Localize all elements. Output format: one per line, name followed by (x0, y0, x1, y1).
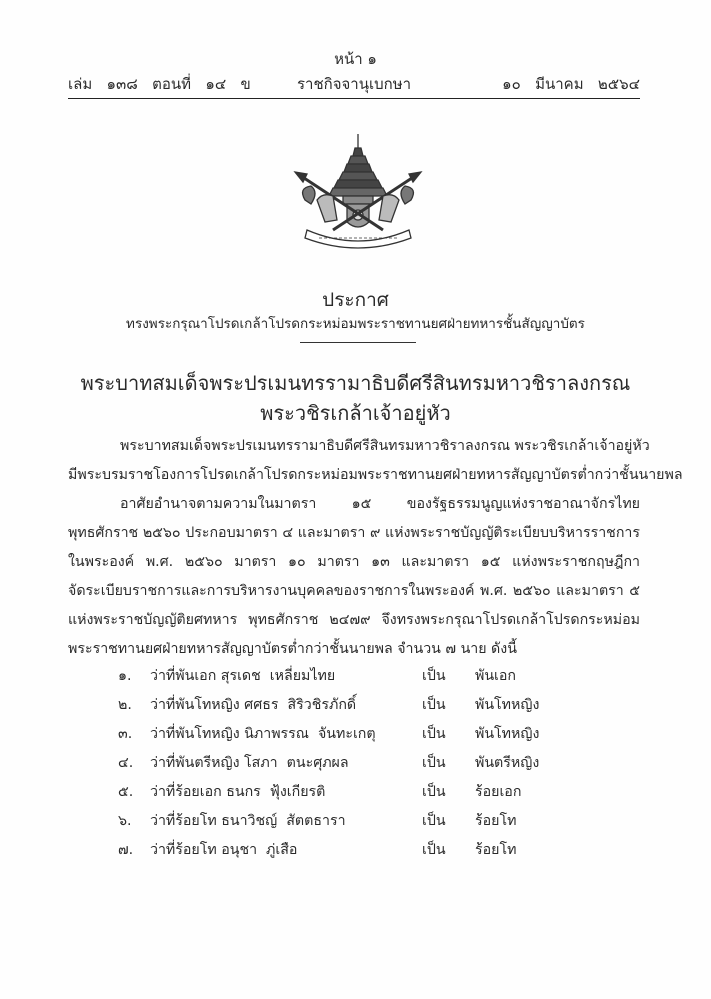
title-divider (300, 342, 416, 343)
royal-emblem-icon (283, 130, 433, 255)
paragraph-line: จัดระเบียบราชการและการบริหารงานบุคคลของราชการในพระองค์ พ.ศ. ๒๕๖๐ และมาตรา ๕ (68, 583, 640, 599)
item-number: ๕. (118, 784, 134, 800)
connector-word: เป็น (422, 813, 446, 829)
officer-name: ว่าที่ร้อยโท ธนาวิชญ์ สัตตธารา (150, 813, 346, 829)
new-rank: ร้อยโท (475, 813, 517, 829)
king-name (0, 368, 711, 428)
paragraph-legal-basis (68, 490, 640, 664)
connector-word: เป็น (422, 726, 446, 742)
publication-date: ๑๐ มีนาคม ๒๕๖๔ (502, 75, 640, 93)
volume-issue: เล่ม ๑๓๘ ตอนที่ ๑๔ ข (68, 75, 251, 93)
announcement-title: ประกาศ (322, 289, 389, 311)
list-item (118, 807, 638, 836)
new-rank: พันตรีหญิง (475, 755, 540, 771)
header-divider (68, 98, 640, 99)
officer-name: ว่าที่พันเอก สุรเดช เหลี่ยมไทย (150, 668, 336, 684)
new-rank: ร้อยเอก (475, 784, 522, 800)
connector-word: เป็น (422, 755, 446, 771)
officer-name: ว่าที่พันโทหญิง ศศธร สิริวชิรภักดิ์ (150, 697, 357, 713)
list-item (118, 662, 638, 691)
promotion-list (118, 662, 638, 865)
officer-name: ว่าที่ร้อยโท อนุชา ภู่เสือ (150, 842, 298, 858)
connector-word: เป็น (422, 668, 446, 684)
new-rank: พันโทหญิง (475, 726, 540, 742)
announcement-subtitle: ทรงพระกรุณาโปรดเกล้าโปรดกระหม่อมพระราชทานยศฝ่ายทหารชั้นสัญญาบัตร (126, 316, 585, 332)
gazette-name: ราชกิจจานุเบกษา (296, 75, 412, 93)
item-number: ๒. (118, 697, 132, 713)
new-rank: ร้อยโท (475, 842, 517, 858)
list-item (118, 720, 638, 749)
paragraph-line: พระบาทสมเด็จพระปรเมนทรรามาธิบดีศรีสินทรมหาวชิราลงกรณ พระวชิรเกล้าเจ้าอยู่หัว (120, 438, 650, 454)
item-number: ๗. (118, 842, 134, 858)
paragraph-line: แห่งพระราชบัญญัติยศทหาร พุทธศักราช ๒๔๗๙ จึงทรงพระกรุณาโปรดเกล้าโปรดกระหม่อม (68, 612, 640, 628)
new-rank: พันโทหญิง (475, 697, 540, 713)
item-number: ๓. (118, 726, 133, 742)
officer-name: ว่าที่พันโทหญิง นิภาพรรณ จันทะเกตุ (150, 726, 376, 742)
item-number: ๖. (118, 813, 132, 829)
gazette-header (68, 72, 640, 96)
paragraph-line: มีพระบรมราชโองการโปรดเกล้าโปรดกระหม่อมพระราชทานยศฝ่ายทหารสัญญาบัตรต่ำกว่าชั้นนายพล (68, 467, 683, 483)
list-item (118, 836, 638, 865)
paragraph-royal-command (68, 432, 683, 490)
paragraph-line: อาศัยอำนาจตามความในมาตรา ๑๕ ของรัฐธรรมนูญแห่งราชอาณาจักรไทย (120, 496, 640, 512)
page-number: หน้า ๑ (334, 50, 377, 68)
connector-word: เป็น (422, 697, 446, 713)
list-item (118, 778, 638, 807)
officer-name: ว่าที่พันตรีหญิง โสภา ตนะศุภผล (150, 755, 349, 771)
king-name-line-2: พระวชิรเกล้าเจ้าอยู่หัว (260, 401, 451, 425)
item-number: ๔. (118, 755, 134, 771)
king-name-line-1: พระบาทสมเด็จพระปรเมนทรรามาธิบดีศรีสินทรมหาวชิราลงกรณ (80, 371, 631, 395)
connector-word: เป็น (422, 842, 446, 858)
paragraph-line: พระราชทานยศฝ่ายทหารสัญญาบัตรต่ำกว่าชั้นนายพล จำนวน ๗ นาย ดังนี้ (68, 641, 517, 657)
list-item (118, 749, 638, 778)
officer-name: ว่าที่ร้อยเอก ธนกร ฟุ้งเกียรติ (150, 784, 326, 800)
list-item (118, 691, 638, 720)
paragraph-line: ในพระองค์ พ.ศ. ๒๕๖๐ มาตรา ๑๐ มาตรา ๑๓ และมาตรา ๑๕ แห่งพระราชกฤษฎีกา (68, 554, 640, 570)
paragraph-line: พุทธศักราช ๒๕๖๐ ประกอบมาตรา ๔ และมาตรา ๙ แห่งพระราชบัญญัติระเบียบบริหารราชการ (68, 525, 640, 541)
connector-word: เป็น (422, 784, 446, 800)
item-number: ๑. (118, 668, 132, 684)
new-rank: พันเอก (475, 668, 517, 684)
